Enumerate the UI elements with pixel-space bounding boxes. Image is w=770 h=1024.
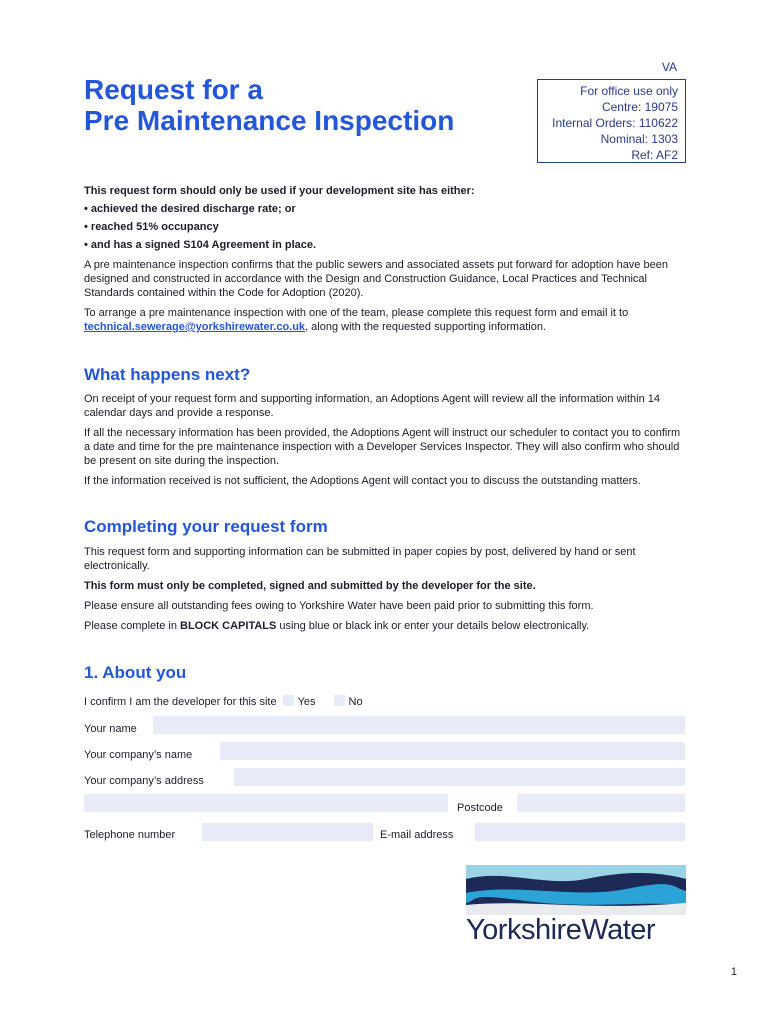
completing-paragraph-4-end: using blue or black ink or enter your details below electronically. [276, 620, 590, 632]
company-address-field-2[interactable] [84, 794, 448, 812]
heading-about-you: 1. About you [84, 663, 187, 682]
office-nominal: Nominal: 1303 [600, 132, 678, 146]
form-code: VA [661, 60, 677, 74]
completing-paragraph-1: This request form and supporting information can be submitted in paper copies by post, delivered by hand or sent electronically. [84, 546, 636, 572]
completing-paragraph-3: Please ensure all outstanding fees owing to Yorkshire Water have been paid prior to submitting this form. [84, 600, 594, 612]
next-paragraph-1: On receipt of your request form and supporting information, an Adoptions Agent will review all the information within 14 calendar days and provide a response. [84, 393, 660, 419]
title-line-1: Request for a [84, 74, 263, 105]
intro-paragraph-2-end: , along with the requested supporting information. [305, 321, 546, 333]
telephone-field[interactable] [202, 823, 373, 841]
company-name-label: Your company’s name [84, 749, 193, 761]
yes-checkbox[interactable] [283, 695, 294, 706]
yes-label: Yes [297, 696, 316, 708]
completing-section [84, 545, 684, 633]
no-checkbox[interactable] [334, 695, 345, 706]
next-paragraph-2: If all the necessary information has been provided, the Adoptions Agent will instruct our scheduler to contact you to confirm a date and time for the pre maintenance inspection with a Developer Services Inspector. They will also confirm who should be present on site during the inspection. [84, 427, 681, 467]
postcode-label: Postcode [457, 802, 503, 814]
intro-paragraph-2-start: To arrange a pre maintenance inspection with one of the team, please complete this request form and email it to [84, 307, 629, 319]
intro-paragraph-2 [84, 306, 684, 334]
email-link[interactable]: technical.sewerage@yorkshirewater.co.uk [84, 321, 306, 333]
completing-paragraph-4-start: Please complete in [84, 620, 180, 632]
title-line-2: Pre Maintenance Inspection [84, 105, 455, 136]
intro-section [84, 184, 684, 334]
page-number: 1 [730, 966, 737, 978]
page-title [84, 74, 454, 136]
office-internal-orders: Internal Orders: 110622 [552, 116, 678, 130]
postcode-field[interactable] [517, 794, 685, 812]
company-address-label: Your company’s address [84, 775, 204, 787]
email-address-field[interactable] [475, 823, 685, 841]
company-address-field-1[interactable] [234, 768, 685, 786]
next-paragraph-3: If the information received is not sufficient, the Adoptions Agent will contact you to discuss the outstanding matters. [84, 475, 641, 487]
completing-paragraph-2: This form must only be completed, signed and submitted by the developer for the site. [84, 580, 536, 592]
completing-paragraph-4 [84, 619, 684, 633]
company-name-field[interactable] [220, 742, 685, 760]
no-label: No [348, 696, 363, 708]
developer-confirm-label: I confirm I am the developer for this site [84, 696, 277, 708]
block-capitals-text: BLOCK CAPITALS [180, 620, 277, 632]
heading-what-happens-next: What happens next? [84, 365, 251, 384]
yorkshire-water-wave-logo [466, 865, 686, 915]
what-happens-next-section [84, 392, 684, 488]
developer-confirm-row [84, 693, 363, 711]
yorkshire-water-logo-text: YorkshireWater [466, 914, 656, 946]
intro-bullet-2: • reached 51% occupancy [84, 221, 219, 233]
office-ref: Ref: AF2 [631, 148, 678, 162]
heading-completing-form: Completing your request form [84, 517, 328, 536]
telephone-label: Telephone number [84, 829, 176, 841]
intro-lead: This request form should only be used if your development site has either: [84, 185, 475, 197]
office-centre: Centre: 19075 [601, 100, 678, 114]
office-use-heading: For office use only [580, 84, 678, 98]
your-name-field[interactable] [153, 716, 685, 734]
office-use-box [537, 79, 686, 163]
intro-bullet-1: • achieved the desired discharge rate; or [84, 203, 296, 215]
intro-bullet-3: • and has a signed S104 Agreement in place. [84, 239, 317, 251]
email-address-label: E-mail address [380, 829, 454, 841]
intro-paragraph-1: A pre maintenance inspection confirms that the public sewers and associated assets put forward for adoption have been designed and constructed in accordance with the Design and Construction Guidance, Local Practices and Technical Standards contained within the Code for Adoption (2020). [84, 259, 668, 299]
your-name-label: Your name [84, 723, 137, 735]
